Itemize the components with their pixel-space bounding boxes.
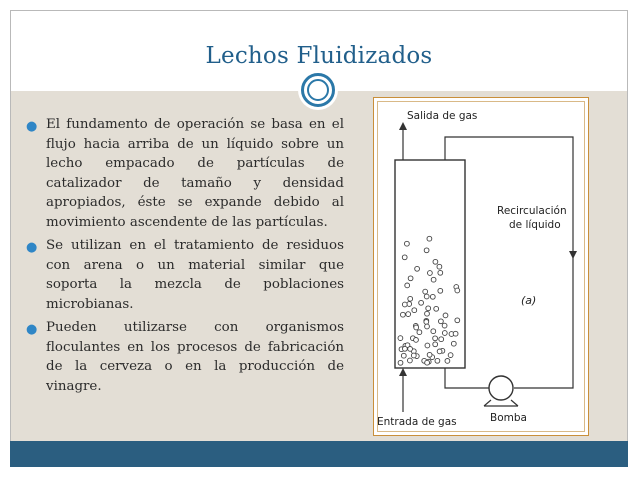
particle <box>425 311 430 316</box>
particle <box>425 343 430 348</box>
particle <box>453 331 458 336</box>
particle <box>408 358 413 363</box>
label-pump: Bomba <box>490 412 527 424</box>
particle <box>412 308 417 313</box>
particle <box>398 336 403 341</box>
particle <box>435 358 440 363</box>
particle <box>403 346 408 351</box>
particle <box>438 270 443 275</box>
particle <box>425 324 430 329</box>
particle <box>433 259 438 264</box>
pump-icon <box>489 376 513 400</box>
particle <box>405 283 410 288</box>
gas-out-arrow-icon <box>399 122 407 130</box>
bullet-icon: ● <box>26 322 38 337</box>
particle <box>401 353 406 358</box>
particle <box>433 342 438 347</box>
particle <box>426 306 431 311</box>
bullet-text: El fundamento de operación se basa en el flujo hacia arriba de un líquido sobre un lecho empacado de partículas de catalizador de tamaño y densidad apropiados, éste se expande debido al movimiento ascendente de las partículas. <box>46 117 344 230</box>
particle <box>430 294 435 299</box>
label-gas-in: Entrada de gas <box>377 416 457 428</box>
footer-bar <box>10 441 628 467</box>
gas-in-arrow-icon <box>399 368 407 376</box>
particle <box>406 312 411 317</box>
particle <box>402 302 407 307</box>
particle <box>442 323 447 328</box>
particle <box>451 341 456 346</box>
particle <box>431 277 436 282</box>
particle <box>424 294 429 299</box>
particle <box>442 331 447 336</box>
bullet-text: Pueden utilizarse con organismos floculantes en los procesos de fabricación de la cerveza o en la producción de vinagre. <box>46 320 344 394</box>
slide-title: Lechos Fluidizados <box>205 43 433 69</box>
particle <box>411 353 416 358</box>
particle <box>419 300 424 305</box>
recirculation-arrow-icon <box>569 251 577 259</box>
particle <box>439 319 444 324</box>
bullet-icon: ● <box>26 240 38 255</box>
bullet-text: Se utilizan en el tratamiento de residuos con arena o un material similar que soporta la mezcla de poblaciones microbianas. <box>46 238 344 312</box>
particle <box>455 318 460 323</box>
liquid-return-line <box>445 368 470 388</box>
particle <box>438 288 443 293</box>
particle <box>439 337 444 342</box>
particle <box>423 289 428 294</box>
particle <box>428 271 433 276</box>
particle <box>448 353 453 358</box>
particle <box>424 248 429 253</box>
particle <box>408 347 413 352</box>
particle <box>405 241 410 246</box>
particle <box>433 336 438 341</box>
particle <box>434 306 439 311</box>
particle <box>398 360 403 365</box>
particle <box>445 359 450 364</box>
particle <box>415 266 420 271</box>
particle <box>437 349 442 354</box>
particle <box>437 264 442 269</box>
particle <box>417 330 422 335</box>
pump-base-right <box>511 400 518 406</box>
label-gas-out: Salida de gas <box>407 110 478 122</box>
label-recirculation-1: Recirculación <box>497 205 567 217</box>
particle <box>408 276 413 281</box>
label-panel: (a) <box>521 294 537 307</box>
particle <box>443 313 448 318</box>
reactor-column <box>395 160 465 368</box>
particle <box>408 296 413 301</box>
particle <box>402 255 407 260</box>
bullet-icon: ● <box>26 119 38 134</box>
particle <box>427 236 432 241</box>
particle <box>431 329 436 334</box>
particle <box>401 312 406 317</box>
particle <box>455 288 460 293</box>
particle <box>414 325 419 330</box>
particle <box>425 360 430 365</box>
label-recirculation-2: de líquido <box>509 219 561 231</box>
pump-base-left <box>484 400 491 406</box>
particle <box>424 320 429 325</box>
particle <box>427 352 432 357</box>
particle <box>414 338 419 343</box>
